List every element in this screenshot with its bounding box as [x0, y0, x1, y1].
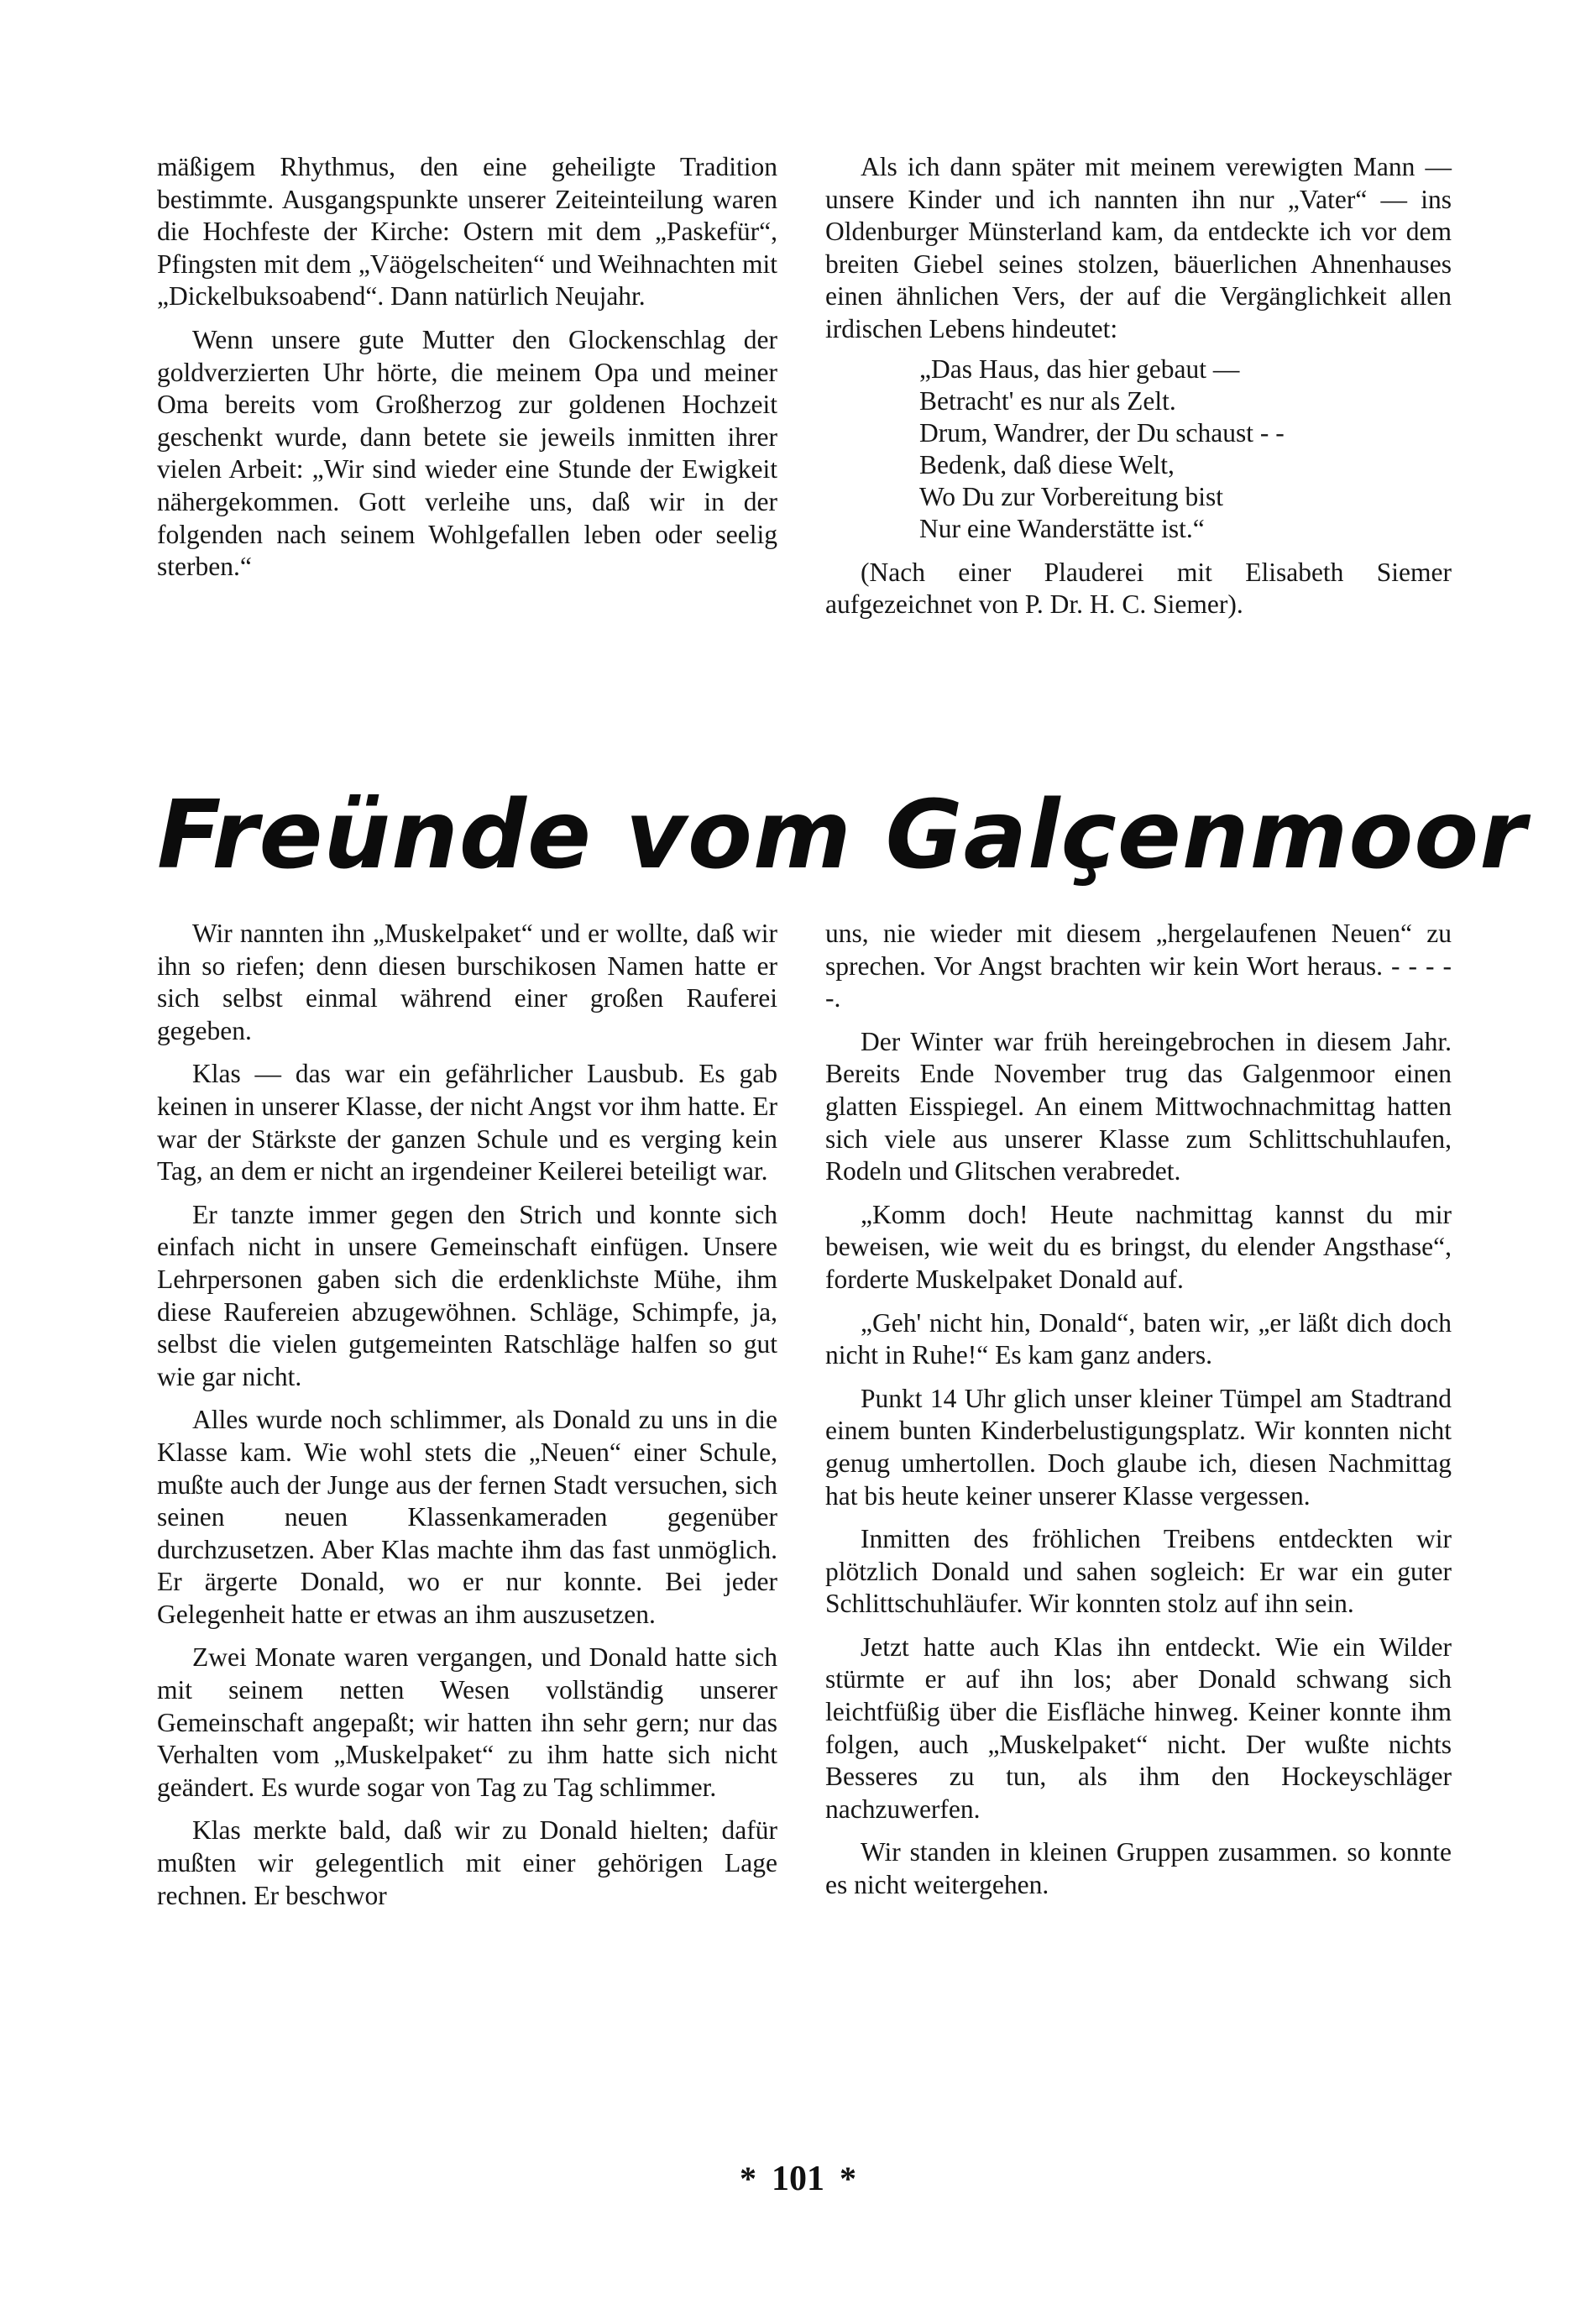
source-note: (Nach einer Plauderei mit Elisabeth Siemer aufgezeichnet von P. Dr. H. C. Siemer). — [825, 557, 1452, 620]
paragraph: uns, nie wieder mit diesem „hergelaufenen Neuen“ zu sprechen. Vor Angst brachten wir kein Wort heraus. - - - - -. — [825, 919, 1452, 1013]
bottom-left-column — [157, 918, 777, 1923]
poem — [919, 353, 1452, 545]
paragraph: Zwei Monate waren vergangen, und Donald hatte sich mit seinem netten Wesen vollständig unserer Gemeinschaft angepaßt; wir hatten ihn sehr gern; nur das Verhalten vom „Muskelpaket“ zu ihm hatte sich nicht geändert. Es wurde sogar von Tag zu Tag schlimmer. — [157, 1642, 777, 1802]
paragraph: Als ich dann später mit meinem verewigten Mann — unsere Kinder und ich nannten ihn nur „Vater“ — ins Oldenburger Münsterland kam, da entdeckte ich vor dem breiten Giebel seines stolzen, bäuerlichen Ahnenhauses einen ähnlichen Vers, der auf die Vergänglichkeit allen irdischen Lebens hindeutet: — [825, 152, 1452, 343]
paragraph: Wir standen in kleinen Gruppen zusammen. so konnte es nicht weitergehen. — [825, 1837, 1452, 1900]
paragraph: Er tanzte immer gegen den Strich und konnte sich einfach nicht in unsere Gemeinschaft einfügen. Unsere Lehrpersonen gaben sich die erdenklichste Mühe, ihm diese Raufereien abzugewöhnen. Schläge, Schimpfe, ja, selbst die vielen gutgemeinten Ratschläge halfen so gut wie gar nicht. — [157, 1199, 777, 1391]
paragraph: Inmitten des fröhlichen Treibens entdeckten wir plötzlich Donald und sahen sogleich: Er war ein guter Schlittschuhläufer. Wir konnten stolz auf ihn sein. — [825, 1524, 1452, 1619]
star-ornament-left: * — [740, 2160, 756, 2197]
paragraph: Alles wurde noch schlimmer, als Donald zu uns in die Klasse kam. Wie wohl stets die „Neuen“ einer Schule, mußte auch der Junge aus der fernen Stadt versuchen, sich seinen neuen Klassenkameraden gegenüber durchzusetzen. Aber Klas machte ihm das fast unmöglich. Er ärgerte Donald, wo er nur konnte. Bei jeder Gelegenheit hatte er etwas an ihm auszusetzen. — [157, 1405, 777, 1629]
page-number-footer — [0, 2158, 1596, 2200]
paragraph: „Komm doch! Heute nachmittag kannst du mir beweisen, wie weit du es bringst, du elender Angsthase“, forderte Muskelpaket Donald auf. — [825, 1199, 1452, 1294]
poem-line: Bedenk, daß diese Welt, — [919, 449, 1175, 479]
star-ornament-right: * — [840, 2160, 856, 2197]
story-title: Freünde vom Galçenmoor — [157, 781, 1527, 890]
paragraph: Der Winter war früh hereingebrochen in diesem Jahr. Bereits Ende November trug das Galgenmoor einen glatten Eisspiegel. An einem Mittwochnachmittag hatten sich viele aus unserer Klasse zum Schlittschuhlaufen, Rodeln und Glitschen verabredet. — [825, 1026, 1452, 1186]
paragraph: Wir nannten ihn „Muskelpaket“ und er wollte, daß wir ihn so riefen; denn diesen burschikosen Namen hatte er sich selbst einmal während einer großen Rauferei gegeben. — [157, 919, 777, 1045]
paragraph: „Geh' nicht hin, Donald“, baten wir, „er läßt dich doch nicht in Ruhe!“ Es kam ganz anders. — [825, 1307, 1452, 1370]
paragraph: Klas — das war ein gefährlicher Lausbub. Es gab keinen in unserer Klasse, der nicht Angst vor ihm hatte. Er war der Stärkste der ganzen Schule und es verging kein Tag, an dem er nicht an irgendeiner Keilerei beteiligt war. — [157, 1059, 777, 1186]
paragraph: Wenn unsere gute Mutter den Glockenschlag der goldverzierten Uhr hörte, die meinem Opa und meiner Oma bereits vom Großherzog zur goldenen Hochzeit geschenkt wurde, dann betete sie jeweils inmitten ihrer vielen Arbeit: „Wir sind wieder eine Stunde der Ewigkeit nähergekommen. Gott verleihe uns, daß wir in der folgenden nach seinem Wohlgefallen leben oder seelig sterben.“ — [157, 324, 777, 582]
page-number: 101 — [772, 2160, 824, 2198]
poem-line: Betracht' es nur als Zelt. — [919, 385, 1176, 416]
paragraph: mäßigem Rhythmus, den eine geheiligte Tradition bestimmte. Ausgangspunkte unserer Zeiteinteilung waren die Hochfeste der Kirche: Ostern mit dem „Paskefür“, Pfingsten mit dem „Väögelscheiten“ und Weihnachten mit „Dickelbuksoabend“. Dann natürlich Neujahr. — [157, 152, 777, 312]
paragraph: Jetzt hatte auch Klas ihn entdeckt. Wie ein Wilder stürmte er auf ihn los; aber Donald schwang sich leichtfüßig über die Eisfläche hinweg. Keiner konnte ihm folgen, auch „Muskelpaket“ nicht. Der wußte nichts Besseres zu tun, als ihm den Hockeyschläger nachzuwerfen. — [825, 1631, 1452, 1824]
poem-line: Nur eine Wanderstätte ist.“ — [919, 513, 1205, 543]
bottom-right-column — [825, 918, 1452, 1913]
paragraph: Klas merkte bald, daß wir zu Donald hielten; dafür mußten wir gelegentlich mit einer gehörigen Lage rechnen. Er beschwor — [157, 1815, 777, 1910]
poem-line: „Das Haus, das hier gebaut — — [919, 353, 1240, 384]
paragraph: Punkt 14 Uhr glich unser kleiner Tümpel am Stadtrand einem bunten Kinderbelustigungsplatz. Wir konnten nicht genug umhertollen. Doch glaube ich, diesen Nachmittag hat bis heute keiner unserer Klasse vergessen. — [825, 1383, 1452, 1511]
poem-line: Wo Du zur Vorbereitung bist — [919, 481, 1224, 511]
top-left-column — [157, 151, 777, 594]
poem-line: Drum, Wandrer, der Du schaust - - — [919, 417, 1285, 448]
top-right-column — [825, 151, 1452, 632]
